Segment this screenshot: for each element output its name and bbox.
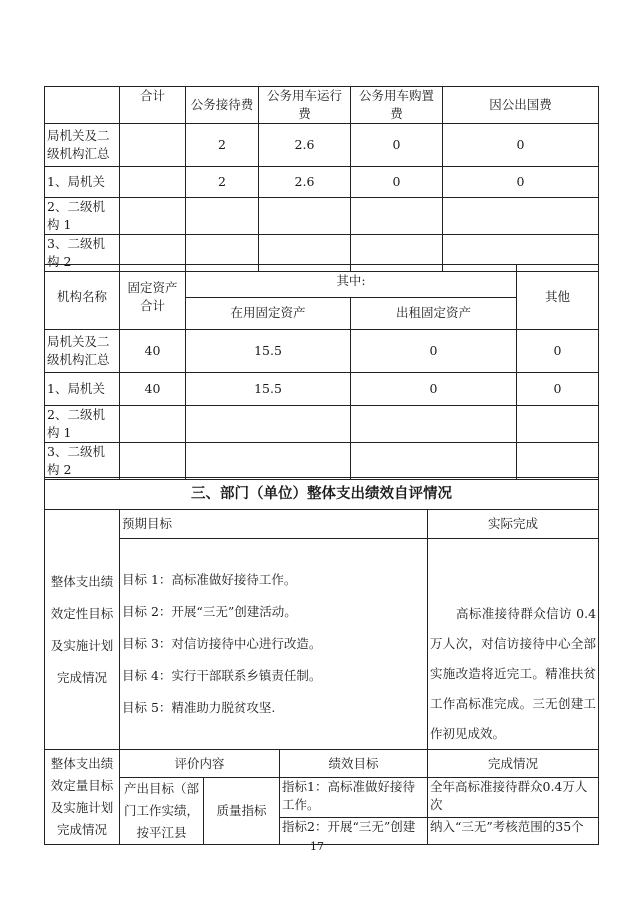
table-cell bbox=[120, 442, 186, 479]
header-total: 合计 bbox=[120, 87, 186, 124]
table-cell bbox=[517, 405, 599, 442]
table-cell: 15.5 bbox=[186, 330, 351, 373]
table-cell bbox=[186, 405, 351, 442]
table-cell: 0 bbox=[351, 124, 443, 167]
table-cell bbox=[120, 124, 186, 167]
row-label: 3、二级机构 2 bbox=[45, 442, 120, 479]
table-header-row bbox=[45, 265, 599, 298]
header-fixed-assets-total: 固定资产合计 bbox=[120, 265, 186, 330]
table-cell bbox=[351, 442, 517, 479]
page-number: 17 bbox=[310, 840, 324, 853]
table-row bbox=[45, 330, 599, 373]
table-row bbox=[45, 124, 599, 167]
header-other: 其他 bbox=[517, 265, 599, 330]
expected-goals-header: 预期目标 bbox=[120, 510, 428, 539]
table-cell bbox=[259, 197, 351, 234]
table-cell: 2.6 bbox=[259, 124, 351, 167]
section-title: 三、部门（单位）整体支出绩效自评情况 bbox=[45, 478, 599, 510]
table-cell: 指标2：开展“三无”创建 bbox=[280, 818, 428, 845]
table-row bbox=[45, 442, 599, 479]
goal-item: 目标 1：高标准做好接待工作。 bbox=[122, 572, 297, 587]
header-rented-assets: 出租固定资产 bbox=[351, 297, 517, 330]
table-cell: 0 bbox=[443, 124, 599, 167]
table-cell: 40 bbox=[120, 373, 186, 406]
row-label: 局机关及二级机构汇总 bbox=[45, 330, 120, 373]
table-row bbox=[45, 197, 599, 234]
table-cell: 40 bbox=[120, 330, 186, 373]
row-label: 1、局机关 bbox=[45, 167, 120, 198]
header-vehicle-operation: 公务用车运行费 bbox=[259, 87, 351, 124]
quantitative-header-row bbox=[45, 750, 599, 778]
header-among: 其中: bbox=[186, 265, 517, 298]
table-cell: 指标1：高标准做好接待工作。 bbox=[280, 778, 428, 818]
table-cell bbox=[186, 442, 351, 479]
table-cell: 0 bbox=[351, 167, 443, 198]
goal-item: 目标 2：开展“三无”创建活动。 bbox=[122, 604, 297, 619]
three-public-expenses-table bbox=[44, 86, 599, 272]
row-label: 2、二级机构 1 bbox=[45, 197, 120, 234]
table-cell: 15.5 bbox=[186, 373, 351, 406]
table-cell: 0 bbox=[351, 373, 517, 406]
qualitative-content-row bbox=[45, 539, 599, 750]
section-title-row bbox=[45, 478, 599, 510]
table-cell bbox=[120, 197, 186, 234]
table-cell: 2 bbox=[186, 124, 259, 167]
performance-target-header: 绩效目标 bbox=[280, 750, 428, 778]
table-cell: 0 bbox=[351, 330, 517, 373]
header-overseas-travel: 因公出国费 bbox=[443, 87, 599, 124]
actual-completion-text: 高标准接待群众信访 0.4 万人次，对信访接待中心全部实施改造将近完工。精准扶贫工作高标准完成。三无创建工作初见成效。 bbox=[428, 539, 599, 750]
table-header-row bbox=[45, 87, 599, 124]
table-cell bbox=[517, 442, 599, 479]
table-cell: 全年高标准接待群众0.4万人次 bbox=[428, 778, 599, 818]
table-cell bbox=[120, 405, 186, 442]
table-row bbox=[45, 405, 599, 442]
table-cell bbox=[120, 167, 186, 198]
row-label: 1、局机关 bbox=[45, 373, 120, 406]
header-org-name: 机构名称 bbox=[45, 265, 120, 330]
table-row bbox=[45, 373, 599, 406]
header-vehicle-purchase: 公务用车购置费 bbox=[351, 87, 443, 124]
table-cell bbox=[443, 197, 599, 234]
goal-item: 目标 5：精准助力脱贫攻坚. bbox=[122, 700, 276, 715]
eval-content-header: 评价内容 bbox=[120, 750, 280, 778]
expected-goals-list bbox=[120, 539, 428, 750]
qualitative-label: 整体支出绩效定性目标及实施计划完成情况 bbox=[45, 510, 120, 750]
header-reception-fee: 公务接待费 bbox=[186, 87, 259, 124]
fixed-assets-table bbox=[44, 264, 599, 480]
table-cell: 2 bbox=[186, 167, 259, 198]
completion-header: 完成情况 bbox=[428, 750, 599, 778]
goal-item: 目标 3：对信访接待中心进行改造。 bbox=[122, 636, 322, 651]
blank-corner-cell bbox=[45, 87, 120, 124]
goal-item: 目标 4：实行干部联系乡镇责任制。 bbox=[122, 668, 322, 683]
quantitative-label: 整体支出绩效定量目标及实施计划完成情况 bbox=[45, 750, 120, 845]
table-cell: 0 bbox=[517, 373, 599, 406]
qualitative-header-row bbox=[45, 510, 599, 539]
header-in-use-assets: 在用固定资产 bbox=[186, 297, 351, 330]
row-label: 3、二级机构 2 bbox=[45, 234, 120, 271]
table-cell bbox=[351, 197, 443, 234]
actual-completion-header: 实际完成 bbox=[428, 510, 599, 539]
row-label: 局机关及二级机构汇总 bbox=[45, 124, 120, 167]
table-cell: 纳入“三无”考核范围的35个 bbox=[428, 818, 599, 845]
performance-evaluation-table bbox=[44, 477, 599, 845]
quality-indicator-label: 质量指标 bbox=[204, 778, 280, 845]
table-cell: 0 bbox=[517, 330, 599, 373]
table-row bbox=[45, 167, 599, 198]
table-cell: 0 bbox=[443, 167, 599, 198]
row-label: 2、二级机构 1 bbox=[45, 405, 120, 442]
table-cell: 2.6 bbox=[259, 167, 351, 198]
table-cell bbox=[351, 405, 517, 442]
output-target-label: 产出目标（部门工作实绩，按平江县 bbox=[120, 778, 204, 845]
table-cell bbox=[186, 197, 259, 234]
table-row bbox=[45, 778, 599, 818]
